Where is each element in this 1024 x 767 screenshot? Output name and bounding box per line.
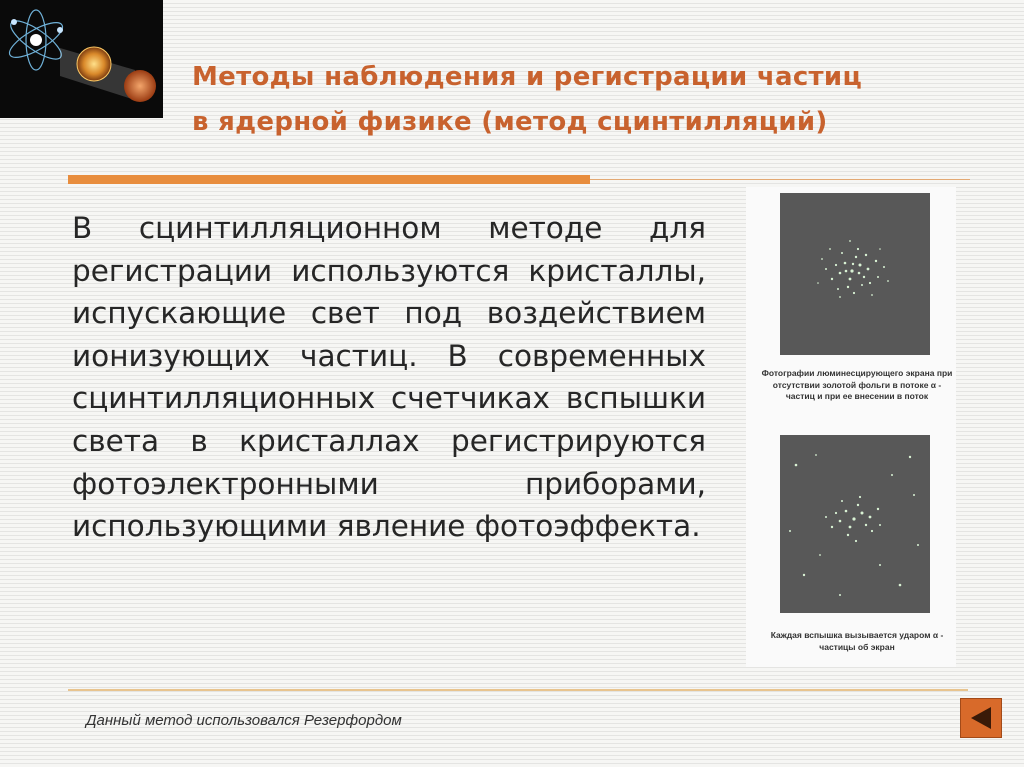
figure-caption-1: Фотографии люминесцирующего экрана при отсутствии золотой фольги в потоке α - частиц и при ее внесении в поток (761, 368, 953, 401)
footer-note: Данный метод использовался Резерфордом (86, 712, 402, 729)
title-line-1: Методы наблюдения и регистрации частиц (192, 62, 863, 92)
scintillation-photo-2 (780, 435, 930, 613)
figure-caption-2: Каждая вспышка вызывается ударом α - частицы об экран (770, 630, 944, 652)
footer-divider (68, 689, 968, 691)
accent-divider (68, 175, 590, 184)
atom-logo-icon (0, 0, 163, 118)
title-line-2: в ядерной физике (метод сцинтилляций) (192, 107, 828, 137)
thin-divider (590, 179, 970, 180)
back-arrow-icon (961, 699, 1001, 737)
scintillation-photo-1 (780, 193, 930, 355)
back-button[interactable] (960, 698, 1002, 738)
scintillation-figure (746, 187, 956, 667)
body-paragraph: В сцинтилляционном методе для регистрации используются кристаллы, испускающие свет под воздействием ионизующих частиц. В современных сцинтилляционных счетчиках вспышки света в кристаллах регистрируются фотоэлектронными приборами, использующими явление фотоэффекта. (72, 211, 706, 544)
slide-title (192, 55, 992, 145)
